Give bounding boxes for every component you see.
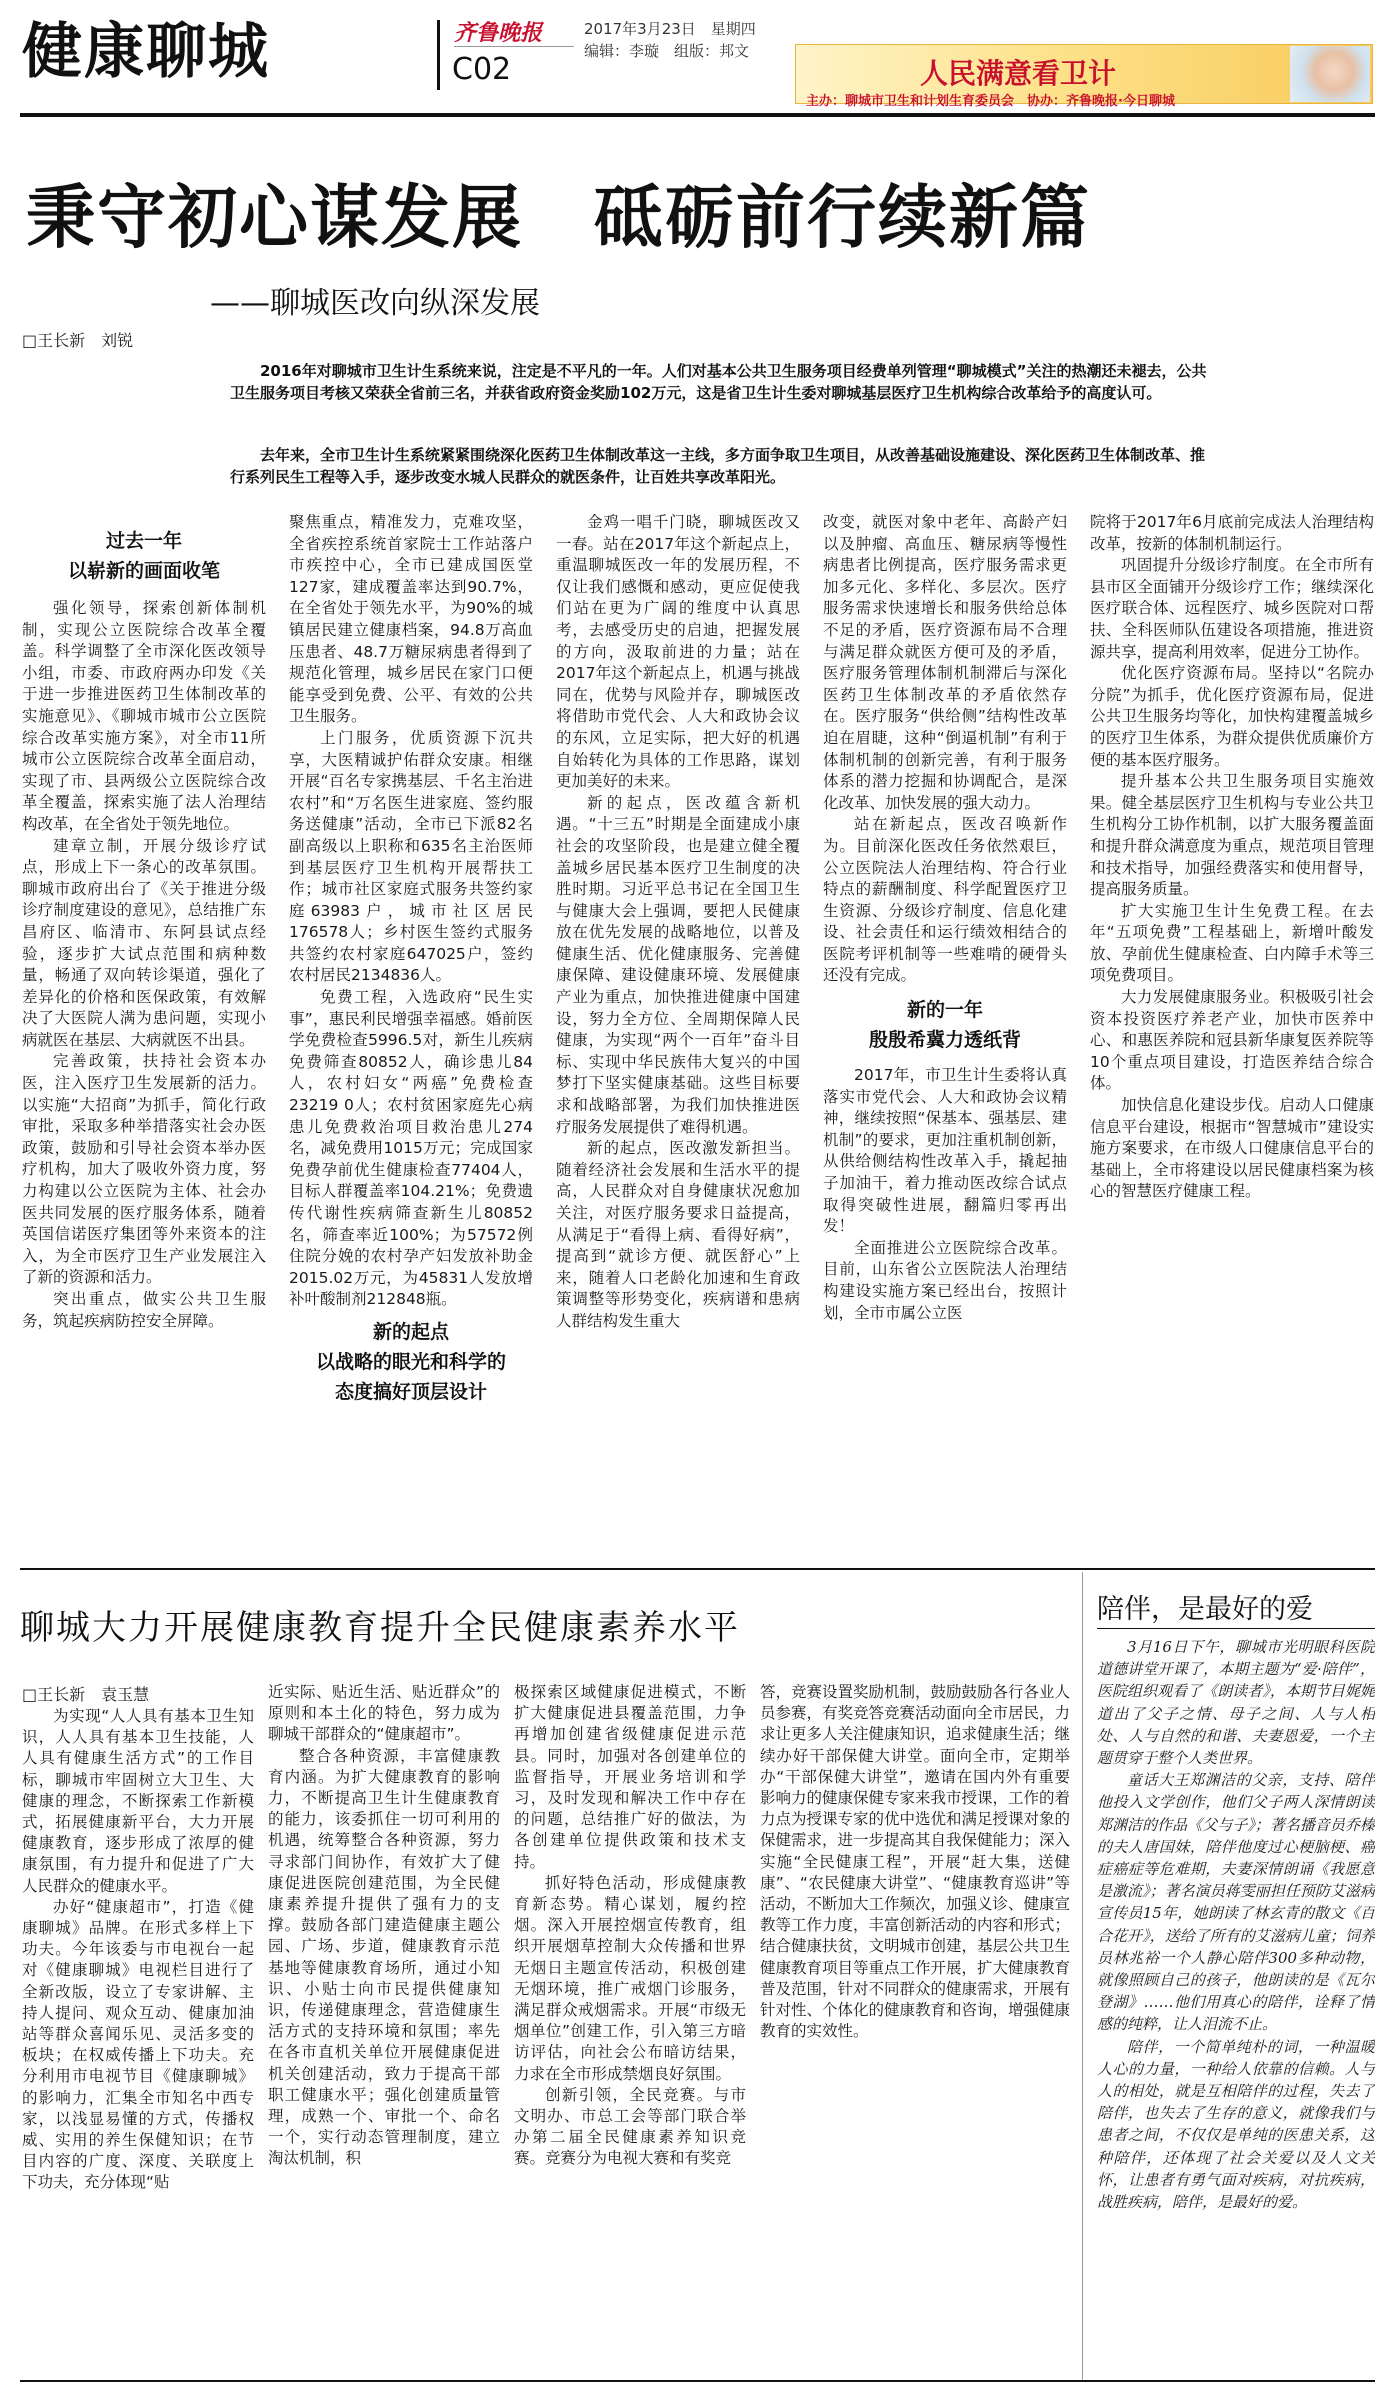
masthead-divider (437, 20, 440, 90)
byline: □王长新 刘锐 (22, 331, 134, 350)
paragraph: 近实际、贴近生活、贴近群众”的原则和本土化的特色，努力成为聊城干部群众的“健康超市”。 (268, 1683, 500, 1744)
section-subhead: 殷殷希冀力透纸背 (868, 1029, 1021, 1052)
paragraph: 完善政策，扶持社会资本办医，注入医疗卫生发展新的活力。以实施“大招商”为抓手，简化行政审批，采取多种举措落实社会办医政策，鼓励和引导社会资本举办医疗机构，加大了吸收外资力度，努力构建以公立医院为主体、社会办医共同发展的医疗服务体系，随着英国信诺医疗集团等外来资本的注入，为全市医疗卫生产业发展注入了新的资源和活力。 (22, 1052, 266, 1287)
sidebar-title: 陪伴，是最好的爱 (1097, 1594, 1313, 1625)
paragraph: 突出重点，做实公共卫生服务，筑起疾病防控安全屏障。 (22, 1290, 266, 1330)
banner-subtitle: 主办：聊城市卫生和计划生育委员会 协办：齐鲁晚报·今日聊城 (806, 94, 1175, 109)
page-number: C02 (452, 52, 512, 87)
section-divider (20, 1568, 1375, 1570)
article-column-1 (22, 512, 266, 1562)
paragraph: 大力发展健康服务业。积极吸引社会资本投资医疗养老产业，加快市医养中心、和惠医养院和冠县新华康复医养院等10个重点项目建设，打造医养结合综合体。 (1090, 988, 1374, 1093)
paragraph: 强化领导，探索创新体制机制，实现公立医院综合改革全覆盖。科学调整了全市深化医改领导小组，市委、市政府两办印发《关于进一步推进医药卫生体制改革的实施意见》、《聊城市城市公立医院综合改革实施方案》，对全市11所城市公立医院综合改革全面启动，实现了市、县两级公立医院综合改革全覆盖，探索实施了法人治理结构改革，在全省处于领先地位。 (22, 599, 266, 833)
article2-column-4 (760, 1682, 1070, 2376)
header-bottom-rule (20, 113, 1375, 117)
paragraph: 整合各种资源，丰富健康教育内涵。为扩大健康教育的影响力，不断提高卫生计生健康教育的能力，该委抓住一切可利用的机遇，统筹整合各种资源，努力寻求部门间协作，有效扩大了健康促进医院创建范围，为全民健康素养提升提供了强有力的支撑。鼓励各部门建造健康主题公园、广场、步道，健康教育示范基地等健康教育场所，通过小知识、小贴士向市民提供健康知识，传递健康理念，营造健康生活方式的支持环境和氛围；率先在各市直机关单位开展健康促进机关创建活动，致力于提高干部职工健康水平；强化创建质量管理，成熟一个、审批一个、命名一个，实行动态管理制度，建立淘汰机制，积 (268, 1746, 500, 2168)
banner-title: 人民满意看卫计 (920, 57, 1117, 90)
paragraph: 极探索区域健康促进模式，不断扩大健康促进县覆盖范围，力争再增加创建省级健康促进示范县。同时，加强对各创建单位的监督指导，开展业务培训和学习，及时发现和解决工作中存在的问题，总结推广好的做法，为各创建单位提供政策和技术支持。 (514, 1683, 746, 1871)
sidebar-divider (1082, 1572, 1083, 2382)
paragraph: 扩大实施卫生计生免费工程。在去年“五项免费”工程基础上，新增叶酸发放、孕前优生健康检查、白内障手术等三项免费项目。 (1090, 901, 1374, 985)
article2-column-1 (22, 1706, 254, 2376)
sidebar-title-rule (1097, 1628, 1375, 1629)
paragraph: 创新引领，全民竞赛。与市文明办、市总工会等部门联合举办第二届全民健康素养知识竞赛。竞赛分为电视大赛和有奖竞 (514, 2085, 746, 2168)
paragraph: 3月16日下午，聊城市光明眼科医院道德讲堂开课了，本期主题为“爱·陪伴”，医院组织观看了《朗读者》，本期节目娓娓道出了父子之情、母子之间、人与人相处、人与自然的和谐、夫妻恩爱，一个主题贯穿于整个人类世界。 (1097, 1638, 1375, 1768)
section-masthead: 健康聊城 (22, 17, 270, 87)
paragraph: 陪伴，一个简单纯朴的词，一种温暖人心的力量，一种给人依靠的信赖。人与人的相处，就是互相陪伴的过程，失去了陪伴，也失去了生存的意义，就像我们与患者之间，不仅仅是单纯的医患关系，这种陪伴，还体现了社会关爱以及人文关怀，让患者有勇气面对疾病，对抗疾病，战胜疾病，陪伴，是最好的爱。 (1097, 2037, 1375, 2212)
main-headline: 秉守初心谋发展 砥砺前行续新篇 (26, 178, 1091, 258)
article-column-4 (823, 512, 1067, 1562)
article-column-3 (556, 512, 800, 1562)
paragraph: 新的起点，医改激发新担当。随着经济社会发展和生活水平的提高，人民群众对自身健康状况愈加关注，对医疗服务要求日益提高，从满足于“看得上病、看得好病”，提高到“就诊方便、就医舒心”上来，随着人口老龄化加速和生育政策调整等形势变化，疾病谱和患病人群结构发生重大 (556, 1139, 800, 1330)
date-line: 2017年3月23日 星期四 (584, 20, 756, 38)
article-column-2 (289, 512, 533, 1562)
paragraph: 金鸡一唱千门晓，聊城医改又一春。站在2017年这个新起点上，重温聊城医改一年的发展历程，不仅让我们感慨和感动，更应促使我们站在更为广阔的维度中认真思考，去感受历史的启迪，把握发展的方向，汲取前进的力量；站在2017年这个新起点上，机遇与挑战同在，优势与风险并存，聊城医改将借助市党代会、人大和政协会议的东风，立足实际，把大好的机遇自始转化为具体的工作思路，谋划更加美好的未来。 (556, 513, 800, 791)
header-rule (454, 46, 574, 47)
page-bottom-rule (20, 2380, 1375, 2382)
paper-logo: 齐鲁晚报 (454, 20, 543, 46)
paragraph: 巩固提升分级诊疗制度。在全市所有县市区全面铺开分级诊疗工作；继续深化医疗联合体、远程医疗、城乡医院对口帮扶、全科医师队伍建设各项措施，推进资源共享，提高利用效率，促进分工协作。 (1090, 556, 1374, 661)
paragraph: 2017年，市卫生计生委将认真落实市党代会、人大和政协会议精神，继续按照“保基本、强基层、建机制”的要求，更加注重机制创新，从供给侧结构性改革入手，撬起抽子加油干，着力推动医改综合试点取得突破性进展，翻篇归零再出发！ (823, 1066, 1067, 1236)
paragraph: 院将于2017年6月底前完成法人治理结构改革，按新的体制机制运行。 (1090, 513, 1374, 553)
paragraph: 答，竞赛设置奖励机制，鼓励鼓励各行各业人员参赛，有奖竞答竞赛活动面向全市居民，力求让更多人关注健康知识，追求健康生活；继续办好干部保健大讲堂。面向全市，定期举办“干部保健大讲堂”，邀请在国内外有重要影响力的健康保健专家来我市授课，工作的着力点为授课专家的优中选优和满足授课对象的保健需求，进一步提高其自我保健能力；深入实施“全民健康工程”，开展“赶大集，送健康”、“农民健康大讲堂”、“健康教育巡讲”等活动，不断加大工作频次，加强义诊、健康宣教等工作力度，丰富创新活动的内容和形式；结合健康扶贫，文明城市创建，基层公共卫生健康教育项目等重点工作开展，扩大健康教育普及范围，针对不同群众的健康需求，开展有针对性、个体化的健康教育和咨询，增强健康教育的实效性。 (760, 1683, 1070, 2041)
main-subheadline: ——聊城医改向纵深发展 (210, 286, 540, 321)
paragraph: 站在新起点，医改召唤新作为。目前深化医改任务依然艰巨，公立医院法人治理结构、符合行业特点的薪酬制度、科学配置医疗卫生资源、分级诊疗制度、信息化建设、社会责任和运行绩效相结合的医院考评机制等一些难啃的硬骨头还没有完成。 (823, 815, 1067, 985)
paragraph: 新的起点，医改蕴含新机遇。“十三五”时期是全面建成小康社会的攻坚阶段，也是建立健全覆盖城乡居民基本医疗卫生制度的决胜时期。习近平总书记在全国卫生与健康大会上强调，要把人民健康放在优先发展的战略地位，以普及健康生活、优化健康服务、完善健康保障、建设健康环境、发展健康产业为重点，加快推进健康中国建设，努力全方位、全周期保障人民健康，为实现“两个一百年”奋斗目标、实现中华民族伟大复兴的中国梦打下坚实健康基础。这些目标要求和战略部署，为我们加快推进医疗服务发展提供了难得机遇。 (556, 793, 800, 1136)
paragraph: 为实现“人人具有基本卫生知识，人人具有基本卫生技能，人人具有健康生活方式”的工作目标，聊城市牢固树立大卫生、大健康的理念，不断探索工作新模式，拓展健康新平台，大力开展健康教育，逐步形成了浓厚的健康氛围，有力提升和促进了广大人民群众的健康水平。 (22, 1707, 254, 1895)
section-subhead: 态度搞好顶层设计 (334, 1380, 487, 1403)
paragraph: 提升基本公共卫生服务项目实施效果。健全基层医疗卫生机构与专业公共卫生机构分工协作机制，以扩大服务覆盖面和提升群众满意度为重点，规范项目管理和技术指导，加强经费落实和使用督导，提高服务质量。 (1090, 772, 1374, 899)
article2-column-3 (514, 1682, 746, 2376)
banner-photo-image (1290, 46, 1370, 102)
paragraph: 建章立制，开展分级诊疗试点，形成上下一条心的改革氛围。聊城市政府出台了《关于推进分级诊疗制度建设的意见》，总结推广东昌府区、临清市、东阿县试点经验，逐步扩大试点范围和病种数量，畅通了双向转诊渠道，强化了差异化的价格和医保政策，有效解决了大医院人满为患问题，实现小病就医在基层、大病就医不出县。 (22, 836, 266, 1049)
lead-paragraph: 去年来，全市卫生计生系统紧紧围绕深化医药卫生体制改革这一主线，多方面争取卫生项目，从改善基础设施建设、深化医药卫生体制改革、推行系列民生工程等入手，逐步改变水城人民群众的就医条件，让百姓共享改革阳光。 (230, 446, 1206, 486)
article-column-5 (1090, 512, 1374, 1562)
paragraph: 抓好特色活动，形成健康教育新态势。精心谋划，履约控烟。深入开展控烟宣传教育，组织开展烟草控制大众传播和世界无烟日主题宣传活动，积极创建无烟环境，推广戒烟门诊服务，满足群众戒烟需求。开展“市级无烟单位”创建工作，引入第三方暗访评估，向社会公布暗访结果，力求在全市形成禁烟良好氛围。 (514, 1873, 746, 2083)
article2-byline: □王长新 袁玉慧 (22, 1685, 150, 1704)
paragraph: 聚焦重点，精准发力，克难攻坚，全省疾控系统首家院士工作站落户市疾控中心，全市已建成国医堂127家，建成覆盖率达到90.7%，在全省处于领先水平，为90%的城镇居民建立健康档案，94.8万高血压患者、48.7万糖尿病患者得到了规范化管理，城乡居民在家门口便能享受到免费、公平、有效的公共卫生服务。 (289, 513, 533, 726)
section-subhead: 以战略的眼光和科学的 (315, 1350, 506, 1373)
article2-headline: 聊城大力开展健康教育提升全民健康素养水平 (20, 1608, 740, 1648)
section-subhead: 以崭新的画面收笔 (67, 560, 220, 582)
paragraph: 优化医疗资源布局。坚持以“名院办分院”为抓手，优化医疗资源布局，促进公共卫生服务均等化，加快构建覆盖城乡的医疗卫生体系，为群众提供优质廉价方便的基本医疗服务。 (1090, 664, 1374, 769)
paragraph: 办好“健康超市”，打造《健康聊城》品牌。在形式多样上下功夫。今年该委与市电视台一起对《健康聊城》电视栏目进行了全新改版，设立了专家讲解、主持人提问、观众互动、健康加油站等群众喜闻乐见、灵活多变的板块；在权威传播上下功夫。充分利用市电视节目《健康聊城》的影响力，汇集全市知名中西专家，以浅显易懂的方式，传播权威、实用的养生保健知识；在节目内容的广度、深度、关联度上下功夫，充分体现“贴 (22, 1897, 254, 2192)
lead-paragraph: 2016年对聊城市卫生计生系统来说，注定是不平凡的一年。人们对基本公共卫生服务项目经费单列管理“聊城模式”关注的热潮还未褪去，公共卫生服务项目考核又荣获全省前三名，并获省政府资金奖励102万元，这是省卫生计生委对聊城基层医疗卫生机构综合改革给予的高度认可。 (230, 362, 1207, 402)
editor-line: 编辑：李璇 组版：邦文 (584, 42, 750, 60)
paragraph: 全面推进公立医院综合改革。目前，山东省公立医院法人治理结构建设实施方案已经出台，按照计划，全市市属公立医 (823, 1238, 1067, 1322)
sidebar-article (1097, 1636, 1375, 2376)
paragraph: 童话大王郑渊洁的父亲，支持、陪伴他投入文学创作，他们父子两人深情朗读郑渊洁的作品《父与子》；著名播音员乔榛的夫人唐国妹，陪伴他度过心梗脑梗、癌症癌症等危难期，夫妻深情朗诵《我愿意是激流》；著名演员蒋雯丽担任预防艾滋病宣传员15年，她朗读了林玄青的散文《百合花开》，送给了所有的艾滋病儿童；饲养员林兆裕一个人静心陪伴300多种动物，就像照顾自己的孩子，他朗读的是《瓦尔登湖》……他们用真心的陪伴，诠释了情感的纯粹，让人泪流不止。 (1097, 1771, 1375, 2034)
paragraph: 改变，就医对象中老年、高龄产妇以及肿瘤、高血压、糖尿病等慢性病患者比例提高，医疗服务需求更加多元化、多样化、多层次。医疗服务需求快速增长和服务供给总体不足的矛盾，医疗资源布局不合理与满足群众就医方便可及的矛盾，医疗服务管理体制机制滞后与深化医药卫生体制改革的矛盾依然存在。医疗服务“供给侧”结构性改革迫在眉睫，这种“倒逼机制”有利于体制机制的创新完善，有利于服务体系的潜力挖掘和协调配合，是深化改革、加快发展的强大动力。 (823, 513, 1067, 812)
section-subhead: 新的一年 (906, 999, 983, 1022)
article2-column-2 (268, 1682, 500, 2376)
section-subhead: 过去一年 (105, 530, 182, 552)
paragraph: 上门服务，优质资源下沉共享，大医精诚护佑群众安康。相继开展“百名专家携基层、千名主治进农村”和“万名医生进家庭、签约服务送健康”活动，全市已下派82名副高级以上职称和635名主治医师到基层医疗卫生机构开展帮扶工作；城市社区家庭式服务共签约家庭63983户，城市社区居民176578人；乡村医生签约式服务共签约农村家庭647025户，签约农村居民2134836人。 (289, 728, 533, 985)
section-subhead: 新的起点 (372, 1320, 449, 1343)
paragraph: 加快信息化建设步伐。启动人口健康信息平台建设，根据市“智慧城市”建设实施方案要求，在市级人口健康信息平台的基础上，全市将建设以居民健康档案为核心的智慧医疗健康工程。 (1090, 1096, 1374, 1201)
paragraph: 免费工程，入选政府“民生实事”，惠民利民增强幸福感。婚前医学免费检查5996.5对，新生儿疾病免费筛查80852人，确诊患儿84人，农村妇女“两癌”免费检查23219 0人；农村贫困家庭先心病患儿免费救治项目救治患儿274名，减免费用1015万元；完成国家免费孕前优生健康检查77404人，目标人群覆盖率104.21%；免费遗传代谢性疾病筛查新生儿80852名，筛查率近100%；为57572例住院分娩的农村孕产妇发放补助金2015.02万元，为45831人发放增补叶酸制剂212848瓶。 (289, 988, 533, 1309)
